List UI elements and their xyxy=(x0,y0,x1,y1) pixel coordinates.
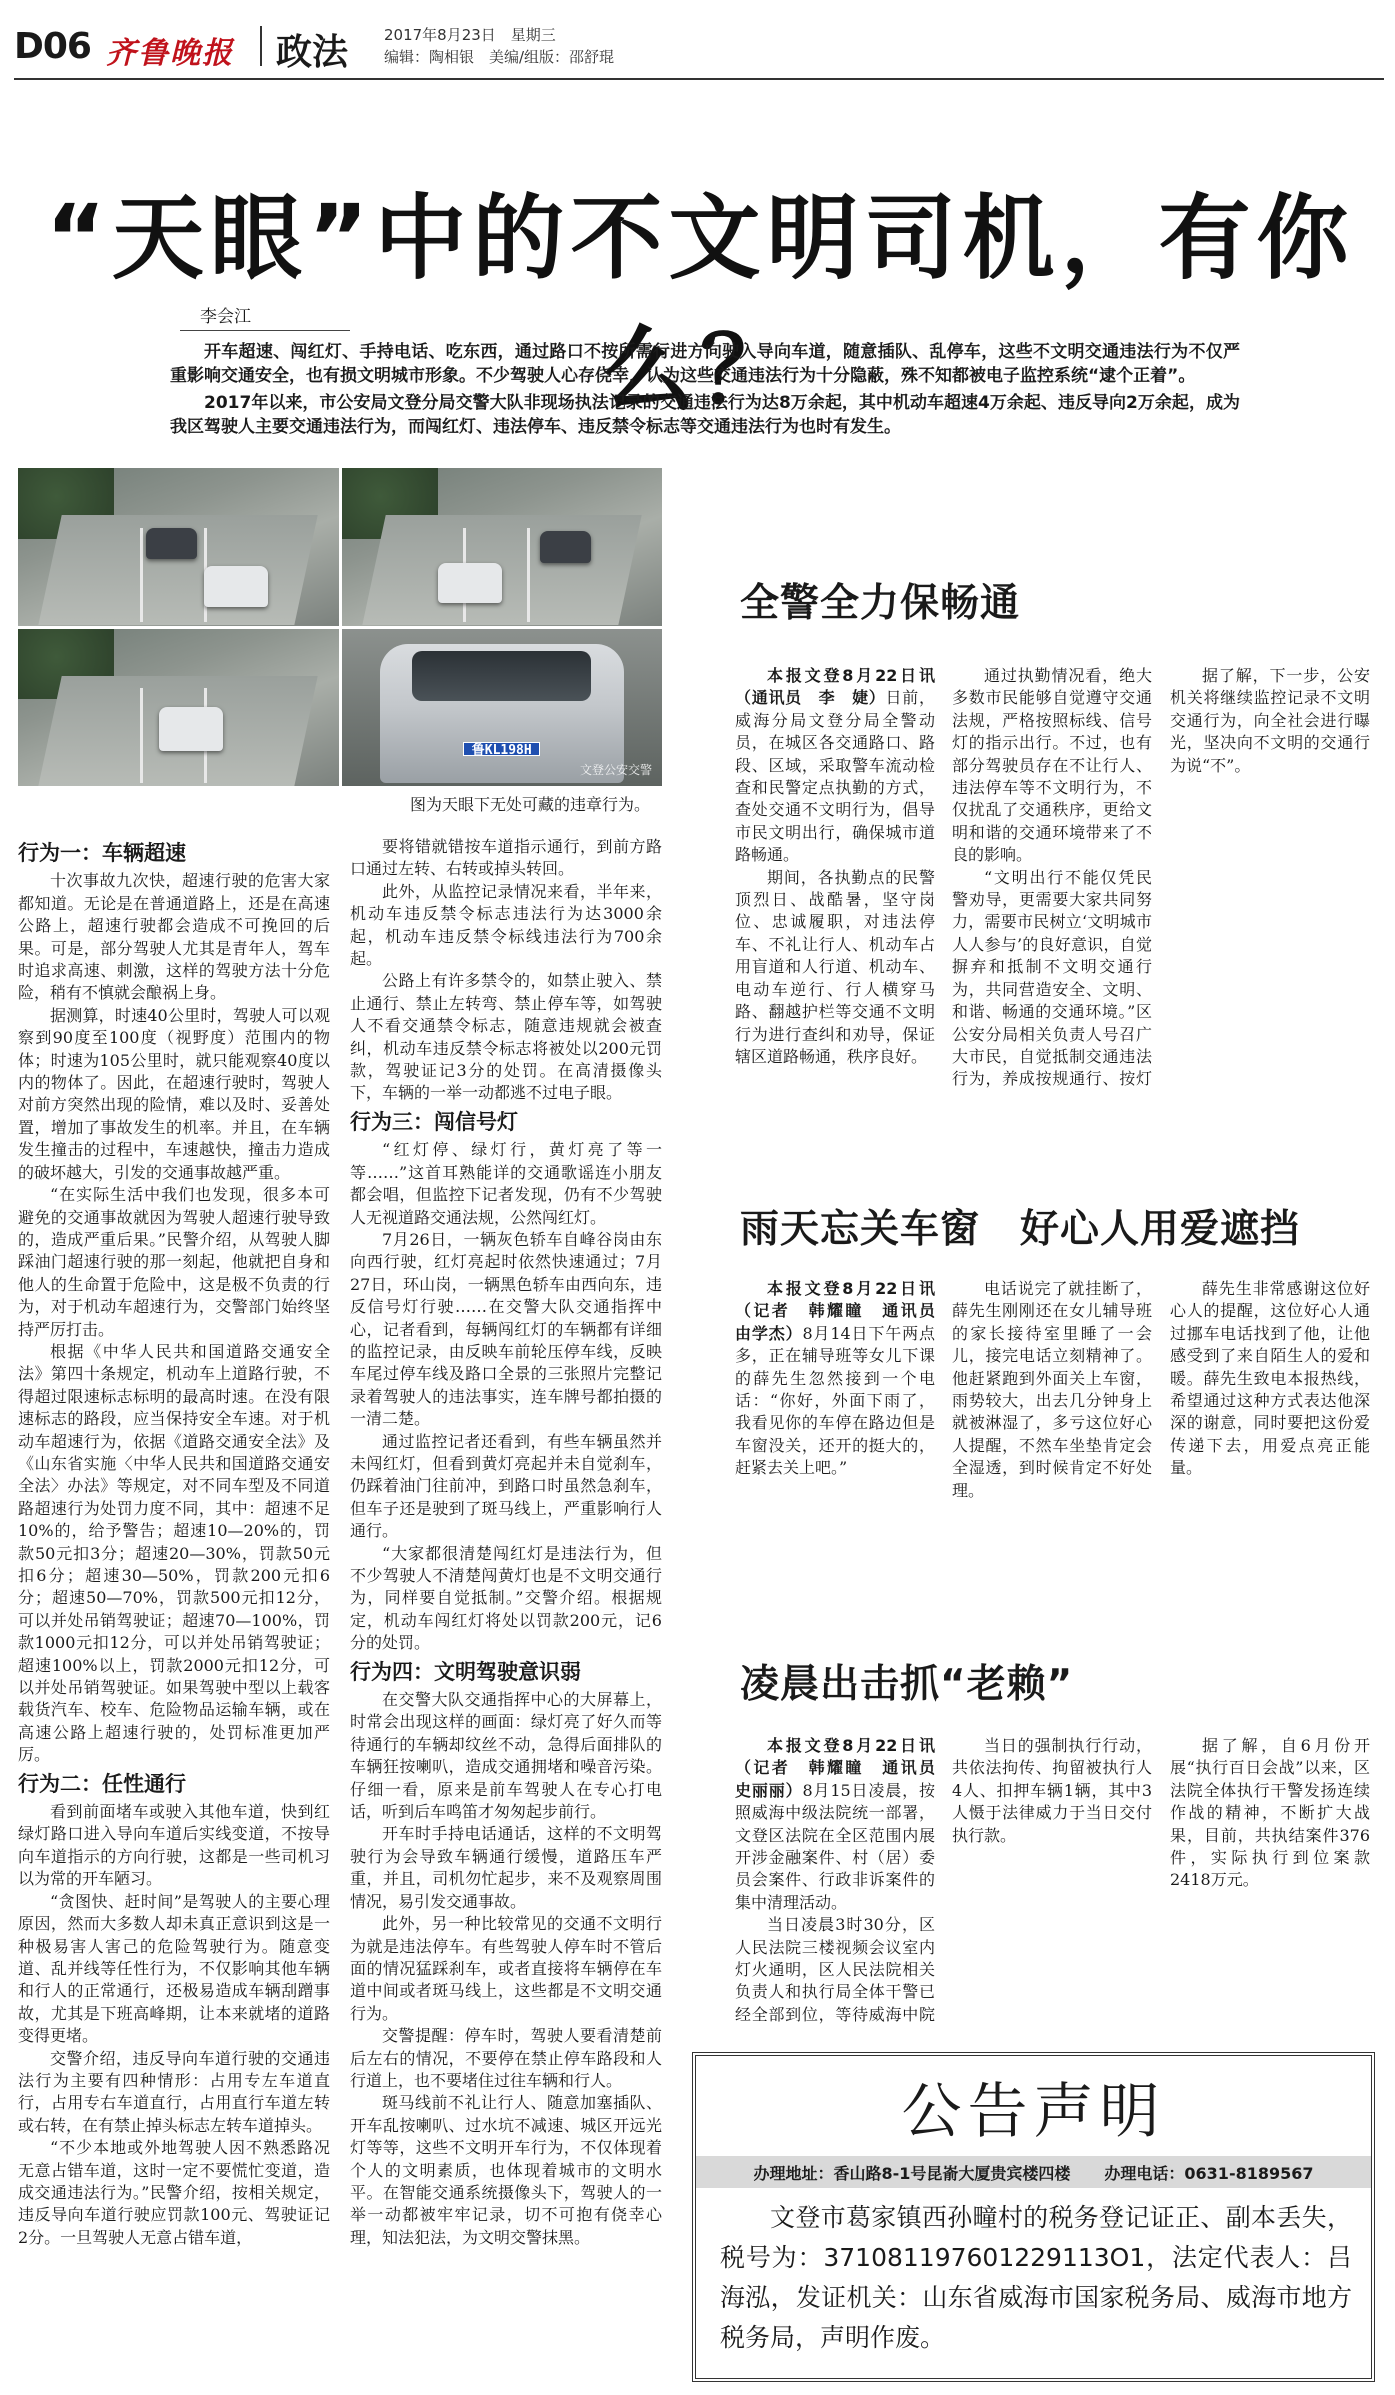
article-author: 李会江 xyxy=(200,307,251,327)
body-paragraph: 在交警大队交通指挥中心的大屏幕上，时常会出现这样的画面：绿灯亮了好久而等待通行的车辆却纹丝不动，急得后面排队的车辆狂按喇叭，造成交通拥堵和噪音污染。仔细一看，原来是前车驾驶人在专心打电话，听到后车鸣笛才匆匆起步前行。 xyxy=(350,1690,662,1822)
story-paragraph: 8月15日凌晨，按照威海中级法院统一部署，文登区法院在全区范围内展开涉金融案件、村（居）委员会案件、行政非诉案件的集中清理活动。 xyxy=(735,1780,935,1912)
story-paragraph: 期间，各执勤点的民警顶烈日、战酷暑，坚守岗位、忠诚履职，对违法停车、不礼让行人、机动车占用盲道和人行道、机动车、电动车逆行、行人横穿马路、翻越护栏等交通不文明行为进行查纠和劝导，保证辖区道路畅通，秩序良好。 xyxy=(735,867,935,1066)
traffic-camera-photo xyxy=(18,468,662,786)
story-paragraph: “文明出行不能仅凭民警劝导，更需要大家共同努力，需要市民树立‘文明城市 人人参与’的良好意识，自觉摒弃和抵制不文明交通行为，共同营造安全、文明、和谐、畅通的交通环境。”区公安分局相关负责人号召广大市民，自觉抵制交通违法行为，养成按规通行、按灯 xyxy=(952,867,1152,1089)
story-paragraph: 当日的强制执行行动，共依法拘传、拘留被执行人4人、扣押车辆1辆，其中3人慑于法律威力于当日交付执行款。 xyxy=(952,1736,1152,1845)
story-column xyxy=(735,665,935,1068)
notice-body: 文登市葛家镇西孙疃村的税务登记证正、副本丢失，税号为：371081197601229113O1，法定代表人：吕海泓，发证机关：山东省威海市国家税务局、威海市地方税务局，声明作废。 xyxy=(720,2203,1352,2352)
story-title: 凌晨出击抓“老赖” xyxy=(740,1662,1074,1707)
lane-line xyxy=(140,688,143,783)
body-paragraph: “不少本地或外地驾驶人因不熟悉路况无意占错车道，这时一定不要慌忙变道，造成交通违法行为。”民警介绍，按相关规定，违反导向车道行驶应罚款100元、驾驶证记2分。一旦驾驶人无意占错车道， xyxy=(18,2138,330,2247)
story-column xyxy=(1170,1735,1370,1892)
section-heading: 行为一：车辆超速 xyxy=(18,841,186,865)
story-paragraph: 据了解，自6月份开展“执行百日会战”以来，区法院全体执行干警发扬连续作战的精神，不断扩大战果，目前，共执结案件376件，实际执行到位案款2418万元。 xyxy=(1170,1736,1370,1890)
story-paragraph: 日前，威海分局文登分局全警动员，在城区各交通路口、路段、区域，采取警车流动检查和民警定点执勤的方式，查处交通不文明行为，倡导市民文明出行，确保城市道路畅通。 xyxy=(735,688,935,865)
story-column xyxy=(952,1278,1152,1502)
lane-line xyxy=(140,528,143,623)
story-column xyxy=(735,1278,952,1480)
body-paragraph: 此外，另一种比较常见的交通不文明行为就是违法停车。有些驾驶人停车时不管后面的情况猛踩刹车，或者直接将车辆停在车道中间或者斑马线上，这些都是不文明交通行为。 xyxy=(350,1914,662,2023)
body-paragraph: 7月26日，一辆灰色轿车自峰谷岗由东向西行驶，红灯亮起时依然快速通过；7月27日，环山岗，一辆黑色轿车由西向东，违反信号灯行驶……在交警大队交通指挥中心，记者看到，每辆闯红灯的车辆都有详细的监控记录，由反映车前轮压停车线，反映车尾过停车线及路口全景的三张照片完整记录着驾驶人的违法事实，连车牌号都拍摄的一清二楚。 xyxy=(350,1229,662,1429)
body-paragraph: 要将错就错按车道指示通行，到前方路口通过左转、右转或掉头转回。 xyxy=(350,837,662,879)
story-column xyxy=(952,1735,1152,1847)
story-paragraph: 电话说完了就挂断了，薛先生刚刚还在女儿辅导班的家长接待室里睡了一会儿，接完电话立刻精神了。他赶紧跑到外面关上车窗，雨势较大，出去几分钟身上就被淋湿了，多亏这位好心人提醒，不然车坐垫肯定会全湿透，到时候肯定不好处理。 xyxy=(952,1279,1152,1500)
notice-contact-bar xyxy=(696,2156,1371,2188)
divider xyxy=(260,26,262,66)
body-paragraph: “大家都很清楚闯红灯是违法行为，但不少驾驶人不清楚闯黄灯也是不文明交通行为，同样要自觉抵制。”交警介绍。根据规定，机动车闯红灯将处以罚款200元，记6分的处罚。 xyxy=(350,1543,662,1653)
story-title: 全警全力保畅通 xyxy=(740,581,1021,626)
car-shape xyxy=(540,531,591,563)
camera-frame xyxy=(18,629,339,787)
section-heading: 行为四：文明驾驶意识弱 xyxy=(350,1659,581,1684)
story-column xyxy=(952,665,1152,1091)
article-column-2 xyxy=(350,836,662,2249)
body-paragraph: 根据《中华人民共和国道路交通安全法》第四十条规定，机动车上道路行驶，不得超过限速标志标明的最高时速。在没有限速标志的路段，应当保持安全车速。对于机动车超速行为，依据《道路交通安全法》及《山东省实施〈中华人民共和国道路交通安全法〉办法》等规定，对不同车型及不同道路超速行为处罚力度不同，其中：超速不足10%的，给予警告；超速10—20%的，罚款50元扣3分；超速20—30%，罚款50元扣6分；超速30—50%，罚款200元扣6分；超速50—70%，罚款500元扣12分，可以并处吊销驾驶证；超速70—100%，罚款1000元扣12分，可以并处吊销驾驶证；超速100%以上，罚款2000元扣12分，可以并处吊销驾驶证。如果驾驶中型以上载客载货汽车、校车、危险物品运输车辆，或在高速公路上超速行驶的，处罚标准更加严厉。 xyxy=(18,1341,330,1765)
article-column-1 xyxy=(18,836,330,2249)
section-heading: 行为三：闯信号灯 xyxy=(350,1109,518,1134)
road-shape xyxy=(362,515,642,625)
body-paragraph: 十次事故九次快，超速行驶的危害大家都知道。无论是在普通道路上，还是在高速公路上，超速行驶都会造成不可挽回的后果。可是，部分驾驶人尤其是青年人，驾车时追求高速、刺激，这样的驾驶方法十分危险，稍有不慎就会酿祸上身。 xyxy=(18,871,330,1003)
section-name: 政法 xyxy=(276,32,349,73)
camera-zoom-frame xyxy=(342,629,663,787)
story-byline: 本报文登8月22日讯（记者 韩耀瞳 通讯员 由学杰） xyxy=(735,1279,952,1343)
car-shape xyxy=(438,563,502,604)
car-shape xyxy=(146,528,197,560)
body-paragraph: 看到前面堵车或驶入其他车道，快到红绿灯路口进入导向车道后实线变道，不按导向车道指示的方向行驶，这都是一些司机习以为常的开车陋习。 xyxy=(18,1802,330,1889)
story-paragraph: 当日凌晨3时30分，区人民法院三楼视频会议室内灯火通明，区人民法院相关负责人和执行局全体干警已经全部到位，等待威海中院 xyxy=(735,1915,935,2024)
car-shape xyxy=(204,566,268,607)
page-number: D06 xyxy=(14,26,91,67)
body-paragraph: 此外，从监控记录情况来看，半年来，机动车违反禁令标志违法行为达3000余起，机动车违反禁令标线违法行为700余起。 xyxy=(350,881,662,969)
main-headline: “天眼”中的不文明司机，有你么？ xyxy=(45,185,1355,424)
camera-frame xyxy=(342,468,663,626)
body-paragraph: “贪图快、赶时间”是驾驶人的主要心理原因，然而大多数人却未真正意识到这是一种极易害人害己的危险驾驶行为。随意变道、乱并线等任性行为，不仅影响其他车辆和行人的正常通行，还极易造成车辆刮蹭事故，尤其是下班高峰期，让本来就堵的道路变得更堵。 xyxy=(18,1891,330,2046)
masthead xyxy=(14,20,1384,80)
story-column xyxy=(735,1735,952,2026)
notice-address: 办理地址：香山路8-1号昆嵛大厦贵宾楼四楼 xyxy=(753,2163,1071,2183)
article-lead xyxy=(170,340,1240,442)
story-paragraph: 通过执勤情况看，绝大多数市民能够自觉遵守交通法规，严格按照标线、信号灯的指示出行。不过，也有部分驾驶员存在不让行人、违法停车等不文明行为，不仅扰乱了交通秩序，更给文明和谐的交通环境带来了不良的影响。 xyxy=(952,666,1152,865)
story-title: 雨天忘关车窗 好心人用爱遮挡 xyxy=(740,1207,1301,1252)
public-notice xyxy=(692,2052,1375,2382)
camera-frame xyxy=(18,468,339,626)
notice-title: 公告声明 xyxy=(901,2077,1166,2147)
story-column xyxy=(1170,665,1370,777)
photo-caption: 图为天眼下无处可藏的违章行为。 xyxy=(409,795,650,814)
section-heading: 行为二：任性通行 xyxy=(18,1771,186,1796)
lead-paragraph: 开车超速、闯红灯、手持电话、吃东西，通过路口不按所需行进方向驶入导向车道，随意插队、乱停车，这些不文明交通违法行为不仅严重影响交通安全，也有损文明城市形象。不少驾驶人心存侥幸，认为这些交通违法行为十分隐蔽，殊不知都被电子监控系统“逮个正着”。 xyxy=(170,342,1240,386)
body-paragraph: 开车时手持电话通话，这样的不文明驾驶行为会导致车辆通行缓慢，道路压车严重，并且，司机勿忙起步，来不及观察周围情况，易引发交通事故。 xyxy=(350,1824,662,1911)
body-paragraph: “红灯停、绿灯行，黄灯亮了等一等……”这首耳熟能详的交通歌谣连小朋友都会唱，但监控下记者发现，仍有不少驾驶人无视道路交通法规，公然闯红灯。 xyxy=(350,1140,662,1227)
photo-watermark: 文登公安交警 xyxy=(579,763,652,777)
editor-credits: 编辑：陶相银 美编/组版：邵舒琨 xyxy=(384,48,615,66)
license-plate: 鲁KL198H xyxy=(463,742,540,756)
story-paragraph: 薛先生非常感谢这位好心人的提醒，这位好心人通过挪车电话找到了他，让他感受到了来自陌生人的爱和暖。薛先生致电本报热线，希望通过这种方式表达他深深的谢意，同时要把这份爱传递下去，用爱点亮正能量。 xyxy=(1170,1279,1370,1478)
body-paragraph: 斑马线前不礼让行人、随意加塞插队、开车乱按喇叭、过水坑不减速、城区开远光灯等等，这些不文明开车行为，不仅体现着个人的文明素质，也体现着城市的文明水平。在智能交通系统摄像头下，驾驶人的一举一动都被牢牢记录，切不可抱有侥幸心理，知法犯法，为文明交警抹黑。 xyxy=(350,2093,662,2247)
car-shape xyxy=(159,707,223,751)
body-paragraph: 公路上有许多禁令的，如禁止驶入、禁止通行、禁止左转弯、禁止停车等，如驾驶人不看交通禁令标志，随意违规就会被查纠，机动车违反禁令标志将被处以200元罚款，驾驶证记3分的处罚。在高清摄像头下，车辆的一举一动都逃不过电子眼。 xyxy=(350,971,662,1103)
body-paragraph: 据测算，时速40公里时，驾驶人可以观察到90度至100度（视野度）范围内的物体；时速为105公里时，就只能观察40度以内的物体了。因此，在超速行驶时，驾驶人对前方突然出现的险情，难以及时、妥善处置，增加了事故发生的机率。并且，在车辆发生撞击的过程中，车速越快，撞击力造成的破坏越大，引发的交通事故越严重。 xyxy=(18,1005,330,1182)
body-paragraph: “在实际生活中我们也发现，很多本可避免的交通事故就因为驾驶人超速行驶导致的，造成严重后果。”民警介绍，从驾驶人脚踩油门超速行驶的那一刻起，他就把自身和他人的生命置于危险中，这是极不负责的行为，对于机动车超速行为，交警部门始终坚持严厉打击。 xyxy=(18,1185,330,1339)
newspaper-logo: 齐鲁晚报 xyxy=(106,36,234,71)
body-paragraph: 交警提醒：停车时，驾驶人要看清楚前后左右的情况，不要停在禁止停车路段和人行道上，也不要堵住过往车辆和行人。 xyxy=(350,2026,662,2090)
story-column xyxy=(1170,1278,1370,1480)
story-paragraph: 8月14日下午两点多，正在辅导班等女儿下课的薛先生忽然接到一个电话：“你好，外面下雨了，我看见你的车停在路边但是车窗没关，还开的挺大的，赶紧去关上吧。” xyxy=(735,1323,935,1478)
story-paragraph: 据了解，下一步，公安机关将继续监控记录不文明交通行为，向全社会进行曝光，坚决向不文明的交通行为说“不”。 xyxy=(1170,666,1370,775)
body-paragraph: 通过监控记者还看到，有些车辆虽然并未闯红灯，但看到黄灯亮起并未自觉刹车，仍踩着油门往前冲，到路口时虽然急刹车，但车子还是驶到了斑马线上，严重影响行人通行。 xyxy=(350,1431,662,1541)
body-paragraph: 交警介绍，违反导向车道行驶的交通违法行为主要有四种情形：占用专左车道直行，占用专右车道直行，占用直行车道左转或右转，在有禁止掉头标志左转车道掉头。 xyxy=(18,2048,330,2135)
windshield-shape xyxy=(412,651,591,701)
author-rule xyxy=(180,330,350,331)
story-byline: 本报文登8月22日讯（通讯员 李 婕） xyxy=(735,666,935,708)
lead-paragraph: 2017年以来，市公安局文登分局交警大队非现场执法记录的交通违法行为达8万余起，其中机动车超速4万余起、违反导向2万余起，成为我区驾驶人主要交通违法行为，而闯红灯、违法停车、违反禁令标志等交通违法行为也时有发生。 xyxy=(170,393,1240,437)
lane-line xyxy=(527,528,530,623)
issue-date: 2017年8月23日 星期三 xyxy=(384,26,556,44)
story-byline: 本报文登8月22日讯（记者 韩耀瞳 通讯员 史丽丽） xyxy=(735,1736,952,1800)
notice-phone: 办理电话：0631-8189567 xyxy=(1104,2163,1314,2183)
